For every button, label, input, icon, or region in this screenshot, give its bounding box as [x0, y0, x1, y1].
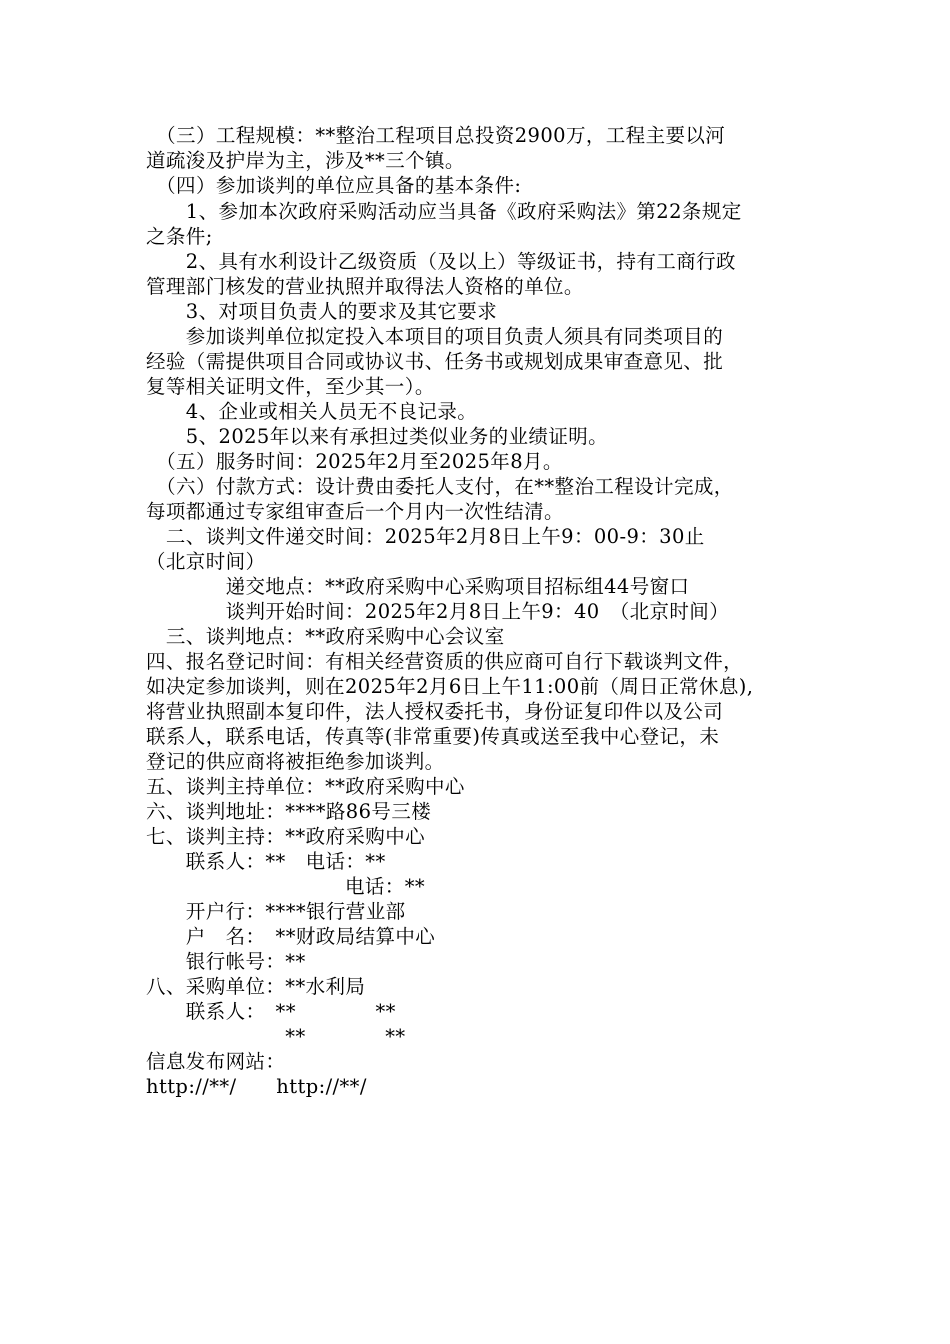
text-line: （六）付款方式：设计费由委托人支付，在**整治工程设计完成， [146, 475, 734, 498]
text-line: 八、采购单位：**水利局 [146, 975, 366, 998]
text-line: （五）服务时间：2025年2月至2025年8月。 [146, 450, 563, 473]
text-line: 四、报名登记时间：有相关经营资质的供应商可自行下载谈判文件， [146, 650, 744, 673]
text-line: 信息发布网站： [146, 1050, 286, 1073]
text-line: 5、2025年以来有承担过类似业务的业绩证明。 [146, 425, 609, 448]
text-line: 每项都通过专家组审查后一个月内一次性结清。 [146, 500, 564, 523]
text-line: 参加谈判单位拟定投入本项目的项目负责人须具有同类项目的 [146, 325, 724, 348]
text-line: 经验（需提供项目合同或协议书、任务书或规划成果审查意见、批 [146, 350, 724, 373]
text-line: （四）参加谈判的单位应具备的基本条件: [146, 174, 522, 197]
text-line: 之条件; [146, 225, 213, 248]
text-line: 电话：** [146, 875, 426, 898]
text-line: 如决定参加谈判，则在2025年2月6日上午11:00前（周日正常休息), [146, 675, 754, 698]
text-line: 道疏浚及护岸为主，涉及**三个镇。 [146, 149, 465, 172]
text-line: 复等相关证明文件，至少其一）。 [146, 375, 435, 398]
text-line: ** ** [146, 1025, 406, 1048]
text-line: 联系人：** 电话：** [146, 850, 386, 873]
text-line: 3、对项目负责人的要求及其它要求 [146, 300, 498, 323]
text-line: （三）工程规模：**整治工程项目总投资2900万，工程主要以河 [146, 124, 726, 147]
text-line: 二、谈判文件递交时间：2025年2月8日上午9：00-9：30止 [146, 525, 705, 548]
text-line: 联系人，联系电话，传真等(非常重要)传真或送至我中心登记，未 [146, 725, 720, 748]
text-line: 1、参加本次政府采购活动应当具备《政府采购法》第22条规定 [146, 200, 742, 223]
text-line: 五、谈判主持单位：**政府采购中心 [146, 775, 465, 798]
text-line: 2、具有水利设计乙级资质（及以上）等级证书，持有工商行政 [146, 250, 736, 273]
text-line: 联系人： ** ** [146, 1000, 396, 1023]
text-line: http://**/ http://**/ [146, 1075, 367, 1098]
text-line: 六、谈判地址：****路86号三楼 [146, 800, 432, 823]
text-line: 递交地点：**政府采购中心采购项目招标组44号窗口 [146, 575, 690, 598]
text-line: 将营业执照副本复印件，法人授权委托书，身份证复印件以及公司 [146, 700, 724, 723]
text-line: 户 名： **财政局结算中心 [146, 925, 436, 948]
text-line: 七、谈判主持：**政府采购中心 [146, 825, 426, 848]
text-line: 登记的供应商将被拒绝参加谈判。 [146, 750, 445, 773]
text-line: （北京时间） [146, 550, 266, 573]
text-line: 三、谈判地点：**政府采购中心会议室 [146, 625, 505, 648]
text-line: 管理部门核发的营业执照并取得法人资格的单位。 [146, 275, 584, 298]
text-line: 4、企业或相关人员无不良记录。 [146, 400, 478, 423]
text-line: 银行帐号：** [146, 950, 306, 973]
text-line: 谈判开始时间：2025年2月8日上午9：40 （北京时间） [146, 600, 730, 623]
text-line: 开户行：****银行营业部 [146, 900, 406, 923]
